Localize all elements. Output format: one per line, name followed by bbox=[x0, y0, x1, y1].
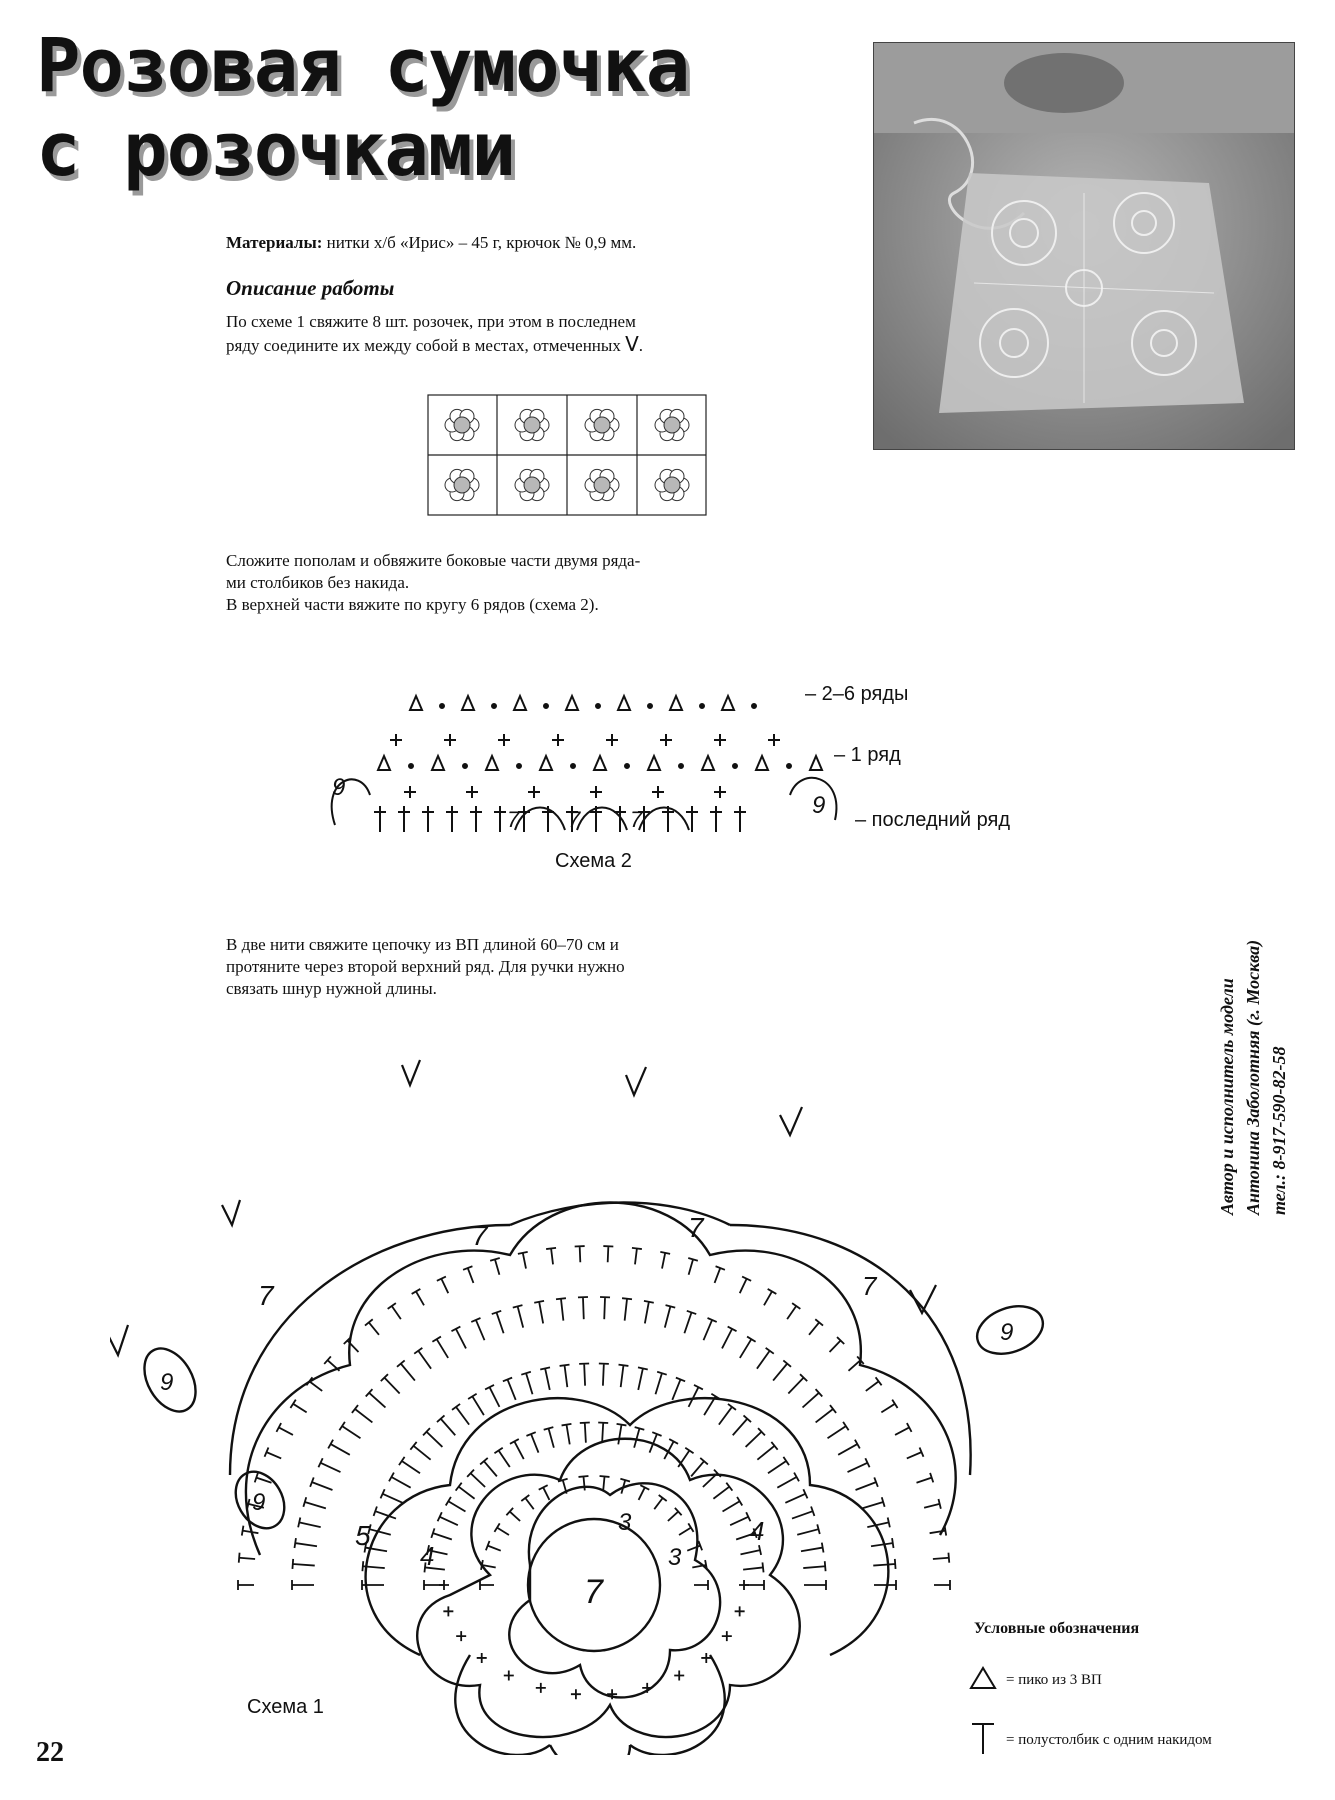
sc-mark bbox=[443, 1606, 453, 1616]
stitch-mark bbox=[276, 1423, 292, 1435]
chain-line-2: протяните через второй верхний ряд. Для ручки нужно bbox=[226, 957, 625, 976]
sc-mark bbox=[714, 786, 726, 798]
stitch-mark bbox=[730, 1512, 750, 1525]
stitch-mark bbox=[540, 1367, 550, 1390]
scheme2-row-label-3: – последний ряд bbox=[855, 809, 1010, 831]
stitch-mark bbox=[704, 1318, 717, 1340]
scheme-2-diagram bbox=[300, 670, 1060, 880]
sc-mark bbox=[701, 1653, 711, 1663]
scheme2-row-label-1: – 2–6 ряды bbox=[805, 683, 909, 705]
chain-dot bbox=[625, 764, 629, 768]
sc-mark bbox=[504, 1671, 514, 1681]
sc-mark bbox=[456, 1631, 466, 1641]
chain-dot bbox=[409, 764, 413, 768]
rose-icon bbox=[515, 469, 549, 500]
page-number: 22 bbox=[36, 1737, 64, 1768]
stitch-mark bbox=[294, 1538, 316, 1548]
scheme1-num: 3 bbox=[668, 1544, 682, 1571]
title-line-1: Розовая сумочка bbox=[36, 23, 690, 109]
stitch-mark bbox=[634, 1427, 644, 1448]
author-line-2: Антонина Заболотняя (г. Москва) bbox=[1243, 939, 1263, 1215]
stitch-mark bbox=[862, 1497, 885, 1508]
materials-label: Материалы: bbox=[226, 233, 323, 252]
stitch-mark bbox=[660, 1252, 670, 1269]
t-stitch-mark bbox=[494, 806, 506, 832]
author-line-1: Автор и исполнитель модели bbox=[1217, 978, 1237, 1215]
sc-mark bbox=[652, 786, 664, 798]
chain-dot bbox=[733, 764, 737, 768]
picot-mark bbox=[594, 756, 606, 770]
stitch-mark bbox=[679, 1523, 694, 1535]
stitch-mark bbox=[456, 1483, 475, 1499]
stitch-mark bbox=[830, 1337, 845, 1352]
joint-mark-icon: V bbox=[625, 332, 639, 356]
scheme2-num-9-right: 9 bbox=[812, 792, 826, 819]
stitch-mark bbox=[521, 1495, 533, 1509]
stitch-mark bbox=[556, 1298, 566, 1320]
stitch-mark bbox=[521, 1372, 532, 1394]
picot-mark bbox=[378, 756, 390, 770]
stitch-mark bbox=[485, 1385, 499, 1407]
fold-instructions bbox=[226, 550, 786, 616]
legend-text-picot: = пико из 3 ВП bbox=[1006, 1671, 1102, 1688]
stitch-mark bbox=[437, 1277, 448, 1294]
description-line-2: ряду соедините их между собой в местах, отмеченных V. bbox=[226, 332, 644, 356]
stitch-mark bbox=[431, 1528, 452, 1539]
description-text bbox=[226, 311, 766, 357]
stitch-mark bbox=[722, 1327, 737, 1349]
t-stitch-mark bbox=[470, 806, 482, 832]
picot-mark bbox=[756, 756, 768, 770]
scheme1-num: 5 bbox=[355, 1520, 371, 1551]
chain-line-1: В две нити свяжите цепочку из ВП длиной 60–70 см и bbox=[226, 935, 619, 954]
chain-dot bbox=[648, 704, 652, 708]
stitch-mark bbox=[924, 1499, 941, 1509]
stitch-mark bbox=[803, 1561, 825, 1571]
stitch-mark bbox=[366, 1389, 386, 1407]
scheme1-num: 4 bbox=[420, 1541, 435, 1571]
description-heading: Описание работы bbox=[226, 276, 395, 300]
stitch-mark bbox=[866, 1377, 882, 1391]
chain-dot bbox=[517, 764, 521, 768]
stitch-mark bbox=[471, 1318, 484, 1340]
stitch-mark bbox=[544, 1427, 554, 1448]
stitch-mark bbox=[828, 1422, 849, 1438]
sc-mark bbox=[768, 734, 780, 746]
stitch-mark bbox=[715, 1266, 725, 1283]
stitch-mark bbox=[740, 1337, 756, 1358]
rose-icon bbox=[655, 469, 689, 500]
stitch-mark bbox=[381, 1489, 403, 1503]
picot-mark bbox=[540, 756, 552, 770]
stitch-mark bbox=[290, 1400, 306, 1413]
stitch-mark bbox=[895, 1423, 911, 1435]
stitch-mark bbox=[689, 1385, 703, 1407]
stitch-mark bbox=[672, 1378, 685, 1400]
stitch-mark bbox=[292, 1559, 314, 1569]
stitch-mark bbox=[423, 1428, 442, 1447]
stitch-mark bbox=[797, 1524, 820, 1534]
stitch-mark bbox=[580, 1422, 590, 1442]
picot-mark bbox=[486, 756, 498, 770]
stitch-mark bbox=[534, 1301, 544, 1324]
stitch-mark bbox=[740, 1277, 751, 1294]
stitch-mark bbox=[788, 1374, 807, 1393]
scheme1-num: 7 bbox=[258, 1280, 274, 1311]
picot-mark bbox=[648, 756, 660, 770]
scheme1-label: Схема 1 bbox=[247, 1696, 324, 1718]
picot-mark bbox=[810, 756, 822, 770]
stitch-mark bbox=[328, 1440, 350, 1455]
stitch-mark bbox=[399, 1457, 420, 1473]
picot-mark bbox=[566, 696, 578, 710]
stitch-mark bbox=[654, 1495, 666, 1509]
stitch-mark bbox=[513, 1305, 523, 1328]
sc-mark bbox=[536, 1683, 546, 1693]
rose-icon bbox=[515, 409, 549, 440]
stitch-mark bbox=[638, 1367, 648, 1390]
stitch-mark bbox=[617, 1424, 627, 1445]
stitch-mark bbox=[746, 1428, 765, 1447]
scheme1-num: 9 bbox=[1000, 1319, 1014, 1346]
stitch-mark bbox=[352, 1405, 372, 1422]
stitch-mark bbox=[801, 1543, 824, 1553]
sc-mark bbox=[722, 1631, 732, 1641]
stitch-mark bbox=[397, 1360, 415, 1380]
stitch-mark bbox=[743, 1562, 763, 1572]
sc-mark bbox=[477, 1653, 487, 1663]
legend-title: Условные обозначения bbox=[974, 1620, 1140, 1637]
stitch-mark bbox=[486, 1541, 501, 1551]
sc-mark bbox=[466, 786, 478, 798]
stitch-mark bbox=[389, 1473, 411, 1488]
chain-dot bbox=[544, 704, 548, 708]
joint-mark-icon bbox=[222, 1200, 240, 1225]
picot-mark bbox=[670, 696, 682, 710]
stitch-mark bbox=[480, 1580, 494, 1590]
chain-dot bbox=[440, 704, 444, 708]
stitch-mark bbox=[560, 1365, 570, 1387]
rose-icon bbox=[585, 469, 619, 500]
bag-photo bbox=[873, 42, 1295, 450]
stitch-mark bbox=[933, 1553, 949, 1563]
stitch-mark bbox=[803, 1389, 823, 1407]
stitch-mark bbox=[238, 1580, 254, 1590]
stitch-mark bbox=[446, 1497, 466, 1512]
stitch-mark bbox=[848, 1458, 870, 1472]
chain-dot bbox=[463, 764, 467, 768]
stitch-mark bbox=[838, 1440, 860, 1455]
legend-item-picot bbox=[968, 1665, 1102, 1696]
sc-mark bbox=[590, 786, 602, 798]
stitch-mark bbox=[694, 1580, 708, 1590]
picot-mark bbox=[722, 696, 734, 710]
stitch-mark bbox=[688, 1258, 698, 1275]
stitch-mark bbox=[703, 1470, 721, 1487]
stitch-mark bbox=[639, 1485, 650, 1500]
joint-mark-icon bbox=[626, 1067, 646, 1095]
stitch-mark bbox=[437, 1415, 455, 1435]
chain-dot bbox=[571, 764, 575, 768]
stitch-mark bbox=[665, 1305, 675, 1328]
t-stitch-mark bbox=[710, 806, 722, 832]
stitch-mark bbox=[339, 1422, 360, 1438]
joint-mark-icon bbox=[110, 1325, 128, 1355]
sc-mark bbox=[714, 734, 726, 746]
chain-arch bbox=[639, 808, 689, 831]
stitch-mark bbox=[265, 1448, 282, 1459]
stitch-mark bbox=[917, 1473, 934, 1483]
stitch-mark bbox=[432, 1337, 448, 1358]
stitch-mark bbox=[619, 1365, 629, 1387]
stitch-mark bbox=[510, 1439, 524, 1459]
stitch-mark bbox=[678, 1448, 693, 1467]
picot-mark bbox=[514, 696, 526, 710]
chain-instructions bbox=[226, 934, 746, 1000]
stitch-mark bbox=[668, 1508, 682, 1521]
stitch-mark bbox=[562, 1424, 572, 1445]
chain-arch bbox=[515, 808, 565, 831]
scheme2-num-7c: 7 bbox=[630, 807, 643, 832]
legend-item-half-dc bbox=[968, 1720, 1212, 1761]
scheme1-num: 7 bbox=[472, 1220, 488, 1251]
stitch-mark bbox=[723, 1497, 743, 1512]
stitch-mark bbox=[687, 1541, 702, 1551]
sc-mark bbox=[735, 1606, 745, 1616]
joint-mark-icon bbox=[910, 1285, 936, 1313]
stitch-mark bbox=[463, 1266, 473, 1283]
stitch-mark bbox=[764, 1289, 776, 1305]
stitch-mark bbox=[539, 1485, 550, 1500]
stitch-mark bbox=[757, 1348, 774, 1369]
title-line-2: с розочками bbox=[36, 107, 516, 193]
stitch-mark bbox=[381, 1374, 400, 1393]
stitch-mark bbox=[480, 1458, 497, 1476]
stitch-mark bbox=[526, 1432, 538, 1452]
stitch-mark bbox=[298, 1517, 321, 1527]
stitch-mark bbox=[644, 1301, 654, 1324]
stitch-mark bbox=[600, 1297, 610, 1319]
scheme2-num-9-left: 9 bbox=[332, 774, 346, 801]
description-line-1: По схеме 1 свяжите 8 шт. розочек, при этом в последнем bbox=[226, 312, 636, 331]
picot-mark bbox=[432, 756, 444, 770]
stitch-mark bbox=[804, 1580, 826, 1590]
sc-mark bbox=[606, 734, 618, 746]
t-stitch-mark bbox=[446, 806, 458, 832]
rose-icon bbox=[445, 409, 479, 440]
fold-line-2: ми столбиков без накида. bbox=[226, 573, 410, 592]
stitch-mark bbox=[292, 1580, 314, 1590]
chain-dot bbox=[596, 704, 600, 708]
legend-text-half-dc: = полустолбик с одним накидом bbox=[1006, 1731, 1212, 1748]
chain-dot bbox=[700, 704, 704, 708]
stitch-mark bbox=[632, 1248, 642, 1264]
stitch-mark bbox=[468, 1394, 484, 1415]
t-stitch-mark bbox=[374, 806, 386, 832]
stitch-mark bbox=[691, 1458, 708, 1476]
stitch-mark bbox=[816, 1405, 836, 1422]
chain-dot bbox=[752, 704, 756, 708]
stitch-mark bbox=[518, 1252, 528, 1269]
triangle-icon bbox=[968, 1665, 998, 1696]
materials bbox=[226, 232, 786, 254]
stitch-mark bbox=[740, 1545, 761, 1555]
stitch-mark bbox=[388, 1303, 401, 1319]
scheme1-num: 7 bbox=[584, 1573, 603, 1611]
stitch-mark bbox=[490, 1258, 500, 1275]
author-credit bbox=[1208, 880, 1308, 1220]
rose-icon bbox=[585, 409, 619, 440]
stitch-mark bbox=[733, 1415, 751, 1435]
sc-mark bbox=[660, 734, 672, 746]
sc-mark bbox=[739, 1580, 749, 1590]
joint-mark-icon bbox=[780, 1107, 802, 1135]
author-line-3: тел.: 8-917-590-82-58 bbox=[1269, 1046, 1289, 1215]
sc-mark bbox=[528, 786, 540, 798]
stitch-mark bbox=[452, 1404, 469, 1425]
stitch-mark bbox=[777, 1473, 799, 1488]
scheme1-num: 9 bbox=[252, 1489, 266, 1516]
stitch-mark bbox=[787, 1303, 800, 1319]
stitch-mark bbox=[684, 1311, 696, 1333]
sc-mark bbox=[439, 1580, 449, 1590]
chain-dot bbox=[787, 764, 791, 768]
scheme1-num: 4 bbox=[750, 1516, 765, 1546]
stitch-mark bbox=[412, 1289, 424, 1305]
scheme1-num: 9 bbox=[160, 1369, 174, 1396]
stitch-mark bbox=[907, 1448, 924, 1459]
stitch-mark bbox=[809, 1319, 823, 1335]
chain-dot bbox=[492, 704, 496, 708]
stitch-mark bbox=[575, 1246, 585, 1262]
sc-mark bbox=[498, 734, 510, 746]
stitch-mark bbox=[438, 1512, 458, 1525]
stitch-mark bbox=[655, 1372, 666, 1394]
materials-text: нитки х/б «Ирис» – 45 г, крючок № 0,9 мм. bbox=[326, 233, 637, 252]
scheme1-num: 7 bbox=[688, 1212, 704, 1243]
stitch-mark bbox=[503, 1378, 516, 1400]
scheme2-num-7b: 7 bbox=[568, 807, 581, 832]
stitch-mark bbox=[239, 1553, 255, 1563]
stitch-mark bbox=[719, 1404, 736, 1425]
chain-dot bbox=[679, 764, 683, 768]
stitch-mark bbox=[410, 1442, 430, 1460]
stitch-mark bbox=[494, 1523, 509, 1535]
t-stitch-mark bbox=[614, 806, 626, 832]
stitch-mark bbox=[365, 1319, 379, 1335]
scheme1-num: 7 bbox=[862, 1271, 877, 1301]
sc-mark bbox=[390, 734, 402, 746]
stitch-mark bbox=[451, 1327, 466, 1349]
stitch-mark bbox=[467, 1470, 485, 1487]
scheme-1-rose-diagram bbox=[110, 1055, 1070, 1755]
fold-line-1: Сложите пополам и обвяжите боковые части двумя ряда- bbox=[226, 551, 641, 570]
picot-mark bbox=[618, 696, 630, 710]
stitch-mark bbox=[881, 1400, 897, 1413]
t-stitch-mark bbox=[422, 806, 434, 832]
stitch-mark bbox=[713, 1483, 732, 1499]
stitch-mark bbox=[785, 1489, 807, 1503]
sc-mark bbox=[404, 786, 416, 798]
fold-line-3: В верхней части вяжите по кругу 6 рядов (схема 2). bbox=[226, 595, 599, 614]
picot-mark bbox=[462, 696, 474, 710]
stitch-mark bbox=[494, 1448, 509, 1467]
picot-mark bbox=[410, 696, 422, 710]
stitch-mark bbox=[768, 1457, 789, 1473]
page-title bbox=[36, 24, 816, 192]
t-stitch-mark bbox=[398, 806, 410, 832]
stitch-mark bbox=[318, 1458, 340, 1472]
stitch-mark bbox=[773, 1360, 791, 1380]
stitch-mark bbox=[603, 1246, 613, 1262]
rose-layout-grid bbox=[427, 394, 707, 516]
stitch-mark bbox=[856, 1477, 878, 1490]
joint-mark-icon bbox=[402, 1060, 420, 1085]
sc-mark bbox=[552, 734, 564, 746]
stitch-mark bbox=[934, 1580, 950, 1590]
sc-mark bbox=[571, 1689, 581, 1699]
sc-mark bbox=[444, 734, 456, 746]
stitch-mark bbox=[579, 1363, 589, 1385]
stitch-mark bbox=[792, 1506, 814, 1518]
stitch-mark bbox=[757, 1442, 777, 1460]
stitch-mark bbox=[303, 1497, 326, 1508]
stitch-mark bbox=[622, 1298, 632, 1320]
stitch-mark bbox=[414, 1348, 431, 1369]
picot-mark bbox=[702, 756, 714, 770]
t-stitch-mark bbox=[734, 806, 746, 832]
scheme2-num-7a: 7 bbox=[507, 807, 520, 832]
stitch-mark bbox=[492, 1311, 504, 1333]
scheme1-num: 3 bbox=[618, 1509, 632, 1536]
stitch-mark bbox=[874, 1580, 896, 1590]
sc-mark bbox=[674, 1671, 684, 1681]
stitch-mark bbox=[599, 1363, 609, 1385]
stitch-mark bbox=[310, 1477, 332, 1490]
scheme2-label: Схема 2 bbox=[555, 850, 632, 872]
stitch-mark bbox=[873, 1559, 895, 1569]
chain-line-3: связать шнур нужной длины. bbox=[226, 979, 437, 998]
rose-icon bbox=[445, 469, 479, 500]
stitch-mark bbox=[578, 1297, 588, 1319]
t-stitch-icon bbox=[968, 1720, 998, 1761]
rose-icon bbox=[655, 409, 689, 440]
stitch-mark bbox=[546, 1248, 556, 1264]
scheme2-row-label-2: – 1 ряд bbox=[834, 744, 901, 766]
stitch-mark bbox=[558, 1479, 568, 1494]
stitch-mark bbox=[324, 1356, 339, 1370]
stitch-mark bbox=[506, 1508, 520, 1521]
